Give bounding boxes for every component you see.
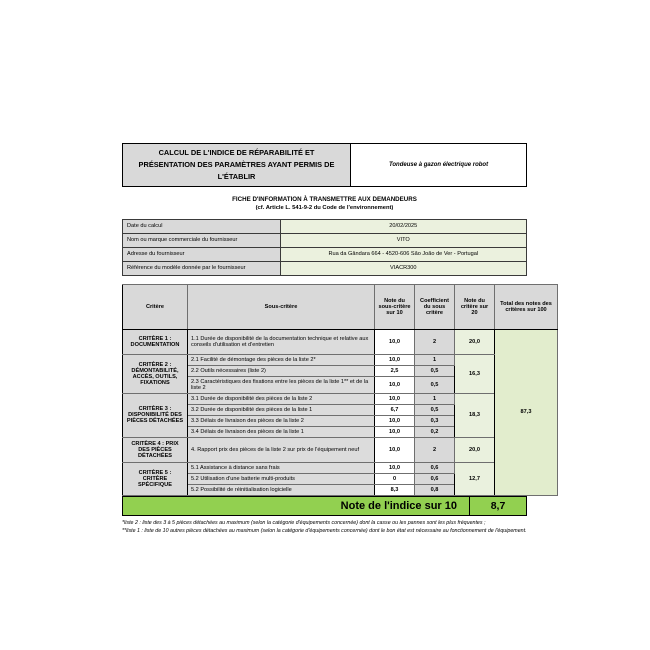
subcriterion-cell: 1.1 Durée de disponibilité de la documentation technique et relative aux conseils d'utilisation et d'entretien	[188, 329, 375, 354]
coefficient-cell: 0,8	[415, 484, 455, 495]
subcriterion-cell: 2.3 Caractéristiques des fixations entre les pièces de la liste 1** et de la liste 2	[188, 376, 375, 393]
footnotes	[122, 519, 527, 536]
coefficient-cell: 0,5	[415, 365, 455, 376]
coefficient-cell: 2	[415, 329, 455, 354]
col-header-subscore10: Note du sous-critère sur 10	[375, 284, 415, 329]
subheader-line2: (cf. Article L. 541-9-2 du Code de l'environnement)	[255, 204, 394, 211]
document-title	[123, 144, 351, 186]
subheader-line1: FICHE D'INFORMATION À TRANSMETTRE AUX DEMANDEURS	[232, 195, 417, 203]
subcriterion-cell: 3.4 Délais de livraison des pièces de la liste 1	[188, 426, 375, 437]
subheader	[122, 196, 527, 211]
document-header	[122, 143, 527, 187]
total-score-cell: 87,3	[495, 329, 558, 495]
info-table-body	[123, 219, 527, 275]
subcriterion-cell: 4. Rapport prix des pièces de la liste 2 sur prix de l'équipement neuf	[188, 437, 375, 462]
info-row	[123, 219, 527, 233]
scoring-table-header-row	[123, 284, 558, 329]
criterion-cell: CRITÈRE 2 : DÉMONTABILITÉ, ACCÈS, OUTILS, FIXATIONS	[123, 354, 188, 393]
criterion-cell: CRITÈRE 5 : CRITÈRE SPÉCIFIQUE	[123, 462, 188, 495]
coefficient-cell: 0,5	[415, 404, 455, 415]
info-value: 20/02/2025	[280, 219, 526, 233]
table-row	[123, 437, 558, 462]
product-name: Tondeuse à gazon électrique robot	[351, 144, 526, 186]
coefficient-cell: 0,6	[415, 473, 455, 484]
coefficient-cell: 0,6	[415, 462, 455, 473]
subcriterion-cell: 2.2 Outils nécessaires (liste 2)	[188, 365, 375, 376]
criterion-score-cell: 12,7	[455, 462, 495, 495]
info-value: VIACR300	[280, 261, 526, 275]
table-row	[123, 354, 558, 365]
info-row	[123, 261, 527, 275]
coefficient-cell: 2	[415, 437, 455, 462]
subcriterion-cell: 3.1 Durée de disponibilité des pièces de la liste 2	[188, 393, 375, 404]
info-row	[123, 233, 527, 247]
document-title-line1: CALCUL DE L'INDICE DE RÉPARABILITÉ ET	[158, 148, 315, 157]
final-score-value: 8,7	[490, 499, 506, 512]
subcriterion-cell: 5.1 Assistance à distance sans frais	[188, 462, 375, 473]
info-label: Référence du modèle donnée par le fournisseur	[123, 261, 281, 275]
document-title-line2: PRÉSENTATION DES PARAMÈTRES AYANT PERMIS DE L'ÉTABLIR	[138, 159, 335, 181]
subscore-cell: 0	[375, 473, 415, 484]
info-label: Date du calcul	[123, 219, 281, 233]
subcriterion-cell: 2.1 Facilité de démontage des pièces de la liste 2*	[188, 354, 375, 365]
info-label: Adresse du fournisseur	[123, 247, 281, 261]
subscore-cell: 10,0	[375, 426, 415, 437]
criterion-score-cell: 20,0	[455, 437, 495, 462]
coefficient-cell: 1	[415, 393, 455, 404]
subscore-cell: 10,0	[375, 329, 415, 354]
coefficient-cell: 0,5	[415, 376, 455, 393]
document	[122, 143, 552, 536]
info-row	[123, 247, 527, 261]
criterion-score-cell: 18,3	[455, 393, 495, 437]
criterion-score-cell: 20,0	[455, 329, 495, 354]
coefficient-cell: 1	[415, 354, 455, 365]
subscore-cell: 10,0	[375, 415, 415, 426]
subscore-cell: 8,3	[375, 484, 415, 495]
criterion-cell: CRITÈRE 4 : PRIX DES PIÈCES DÉTACHÉES	[123, 437, 188, 462]
subcriterion-cell: 3.2 Durée de disponibilité des pièces de la liste 1	[188, 404, 375, 415]
subscore-cell: 10,0	[375, 437, 415, 462]
info-value: Rua da Gândara 664 - 4520-606 São João de Ver - Portugal	[280, 247, 526, 261]
info-label: Nom ou marque commerciale du fournisseur	[123, 233, 281, 247]
info-value: VITO	[280, 233, 526, 247]
subscore-cell: 10,0	[375, 393, 415, 404]
scoring-table	[122, 284, 558, 496]
col-header-subcriterion: Sous-critère	[188, 284, 375, 329]
footnote-list2: *liste 2 : liste des 3 à 5 pièces détachées au maximum (selon la catégorie d'équipements concernée) dont la casse ou les pannes sont les plus fréquentes ;	[122, 519, 486, 526]
criterion-score-cell: 16,3	[455, 354, 495, 393]
supplier-info-table	[122, 219, 527, 276]
coefficient-cell: 0,2	[415, 426, 455, 437]
col-header-criterion: Critère	[123, 284, 188, 329]
col-header-total100: Total des notes des critères sur 100	[495, 284, 558, 329]
subcriterion-cell: 3.3 Délais de livraison des pièces de la liste 2	[188, 415, 375, 426]
subscore-cell: 10,0	[375, 354, 415, 365]
table-row	[123, 462, 558, 473]
table-row	[123, 329, 558, 354]
final-score-label: Note de l'indice sur 10	[123, 497, 470, 515]
coefficient-cell: 0,3	[415, 415, 455, 426]
subscore-cell: 6,7	[375, 404, 415, 415]
criterion-cell: CRITÈRE 1 : DOCUMENTATION	[123, 329, 188, 354]
subscore-cell: 10,0	[375, 462, 415, 473]
footnote-list1: **liste 1 : liste de 10 autres pièces détachées au maximum (selon la catégorie d'équipements concernée) dont le bon état est nécessaire au fonctionnement de l'équipement.	[122, 528, 527, 535]
subcriterion-cell: 5.2 Utilisation d'une batterie multi-produits	[188, 473, 375, 484]
subscore-cell: 10,0	[375, 376, 415, 393]
col-header-score20: Note du critère sur 20	[455, 284, 495, 329]
subcriterion-cell: 5.2 Possibilité de réinitialisation logicielle	[188, 484, 375, 495]
final-score-bar	[122, 496, 527, 516]
scoring-table-body	[123, 329, 558, 495]
table-row	[123, 393, 558, 404]
col-header-coefficient: Coefficient du sous critère	[415, 284, 455, 329]
subscore-cell: 2,5	[375, 365, 415, 376]
criterion-cell: CRITÈRE 3 : DISPONIBILITÉ DES PIÈCES DÉTACHÉES	[123, 393, 188, 437]
